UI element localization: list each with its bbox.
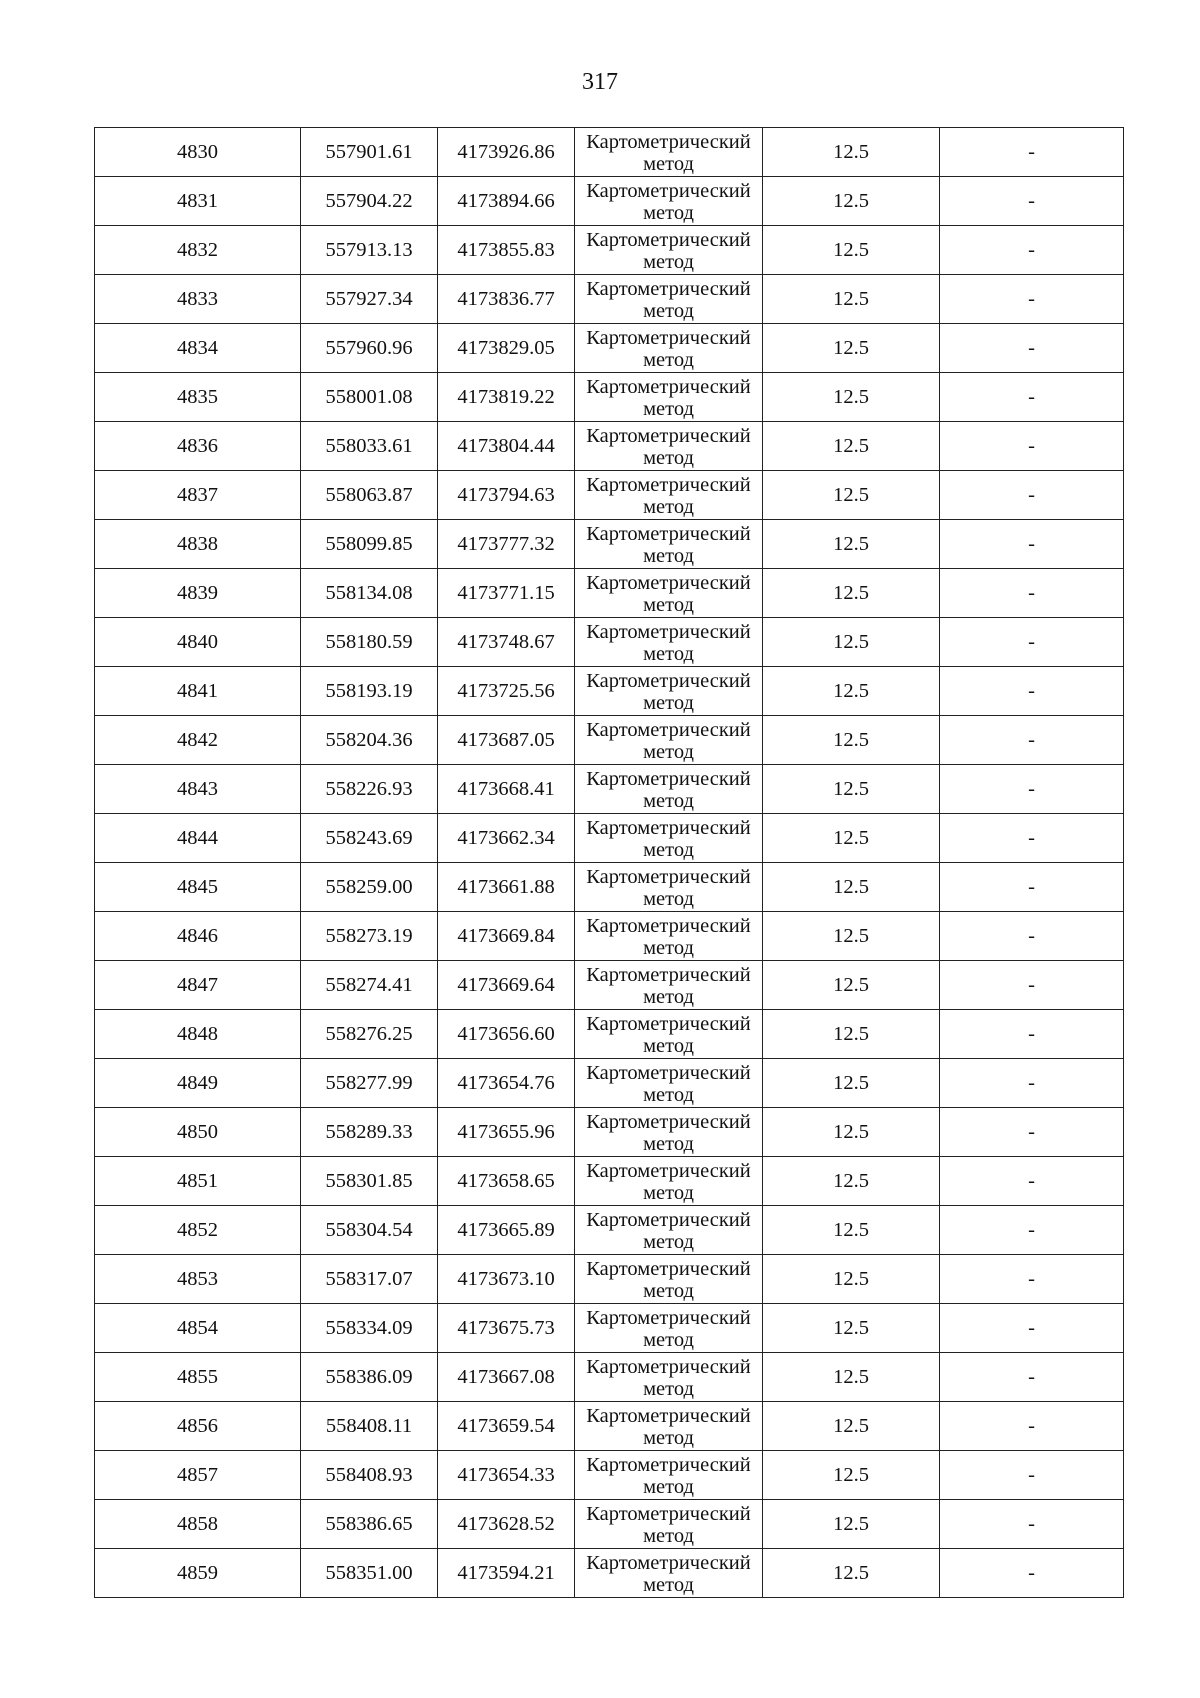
point-number-cell: 4832 — [95, 226, 301, 275]
method-label-line2: метод — [643, 1573, 694, 1596]
y-coordinate-cell: 4173654.76 — [438, 1059, 575, 1108]
table-row — [95, 765, 1124, 814]
method-cell — [575, 667, 763, 716]
note-cell: - — [940, 618, 1124, 667]
method-label-line1: Картометрический — [586, 424, 751, 447]
method-label-line2: метод — [643, 789, 694, 812]
x-coordinate-cell: 558099.85 — [301, 520, 438, 569]
table-row — [95, 863, 1124, 912]
point-number-cell: 4848 — [95, 1010, 301, 1059]
precision-cell: 12.5 — [763, 520, 940, 569]
x-coordinate-cell: 558408.11 — [301, 1402, 438, 1451]
y-coordinate-cell: 4173794.63 — [438, 471, 575, 520]
method-cell — [575, 422, 763, 471]
precision-cell: 12.5 — [763, 765, 940, 814]
table-row — [95, 471, 1124, 520]
method-label-line2: метод — [643, 1279, 694, 1302]
note-cell: - — [940, 961, 1124, 1010]
method-label-line1: Картометрический — [586, 1453, 751, 1476]
note-cell: - — [940, 1206, 1124, 1255]
note-cell: - — [940, 667, 1124, 716]
note-cell: - — [940, 1157, 1124, 1206]
point-number-cell: 4855 — [95, 1353, 301, 1402]
note-cell: - — [940, 765, 1124, 814]
x-coordinate-cell: 558273.19 — [301, 912, 438, 961]
method-cell — [575, 128, 763, 177]
y-coordinate-cell: 4173926.86 — [438, 128, 575, 177]
note-cell: - — [940, 1059, 1124, 1108]
point-number-cell: 4839 — [95, 569, 301, 618]
table-row — [95, 667, 1124, 716]
note-cell: - — [940, 1549, 1124, 1598]
table-row — [95, 961, 1124, 1010]
precision-cell: 12.5 — [763, 814, 940, 863]
method-label-line2: метод — [643, 446, 694, 469]
x-coordinate-cell: 558304.54 — [301, 1206, 438, 1255]
precision-cell: 12.5 — [763, 1451, 940, 1500]
y-coordinate-cell: 4173894.66 — [438, 177, 575, 226]
y-coordinate-cell: 4173628.52 — [438, 1500, 575, 1549]
table-row — [95, 128, 1124, 177]
table-row — [95, 1206, 1124, 1255]
note-cell: - — [940, 1010, 1124, 1059]
table-row — [95, 1059, 1124, 1108]
method-label-line1: Картометрический — [586, 620, 751, 643]
x-coordinate-cell: 558226.93 — [301, 765, 438, 814]
y-coordinate-cell: 4173656.60 — [438, 1010, 575, 1059]
y-coordinate-cell: 4173658.65 — [438, 1157, 575, 1206]
method-label-line1: Картометрический — [586, 179, 751, 202]
note-cell: - — [940, 814, 1124, 863]
method-label-line1: Картометрический — [586, 718, 751, 741]
precision-cell: 12.5 — [763, 128, 940, 177]
table-row — [95, 1010, 1124, 1059]
method-cell — [575, 1451, 763, 1500]
method-label-line2: метод — [643, 348, 694, 371]
y-coordinate-cell: 4173655.96 — [438, 1108, 575, 1157]
point-number-cell: 4844 — [95, 814, 301, 863]
x-coordinate-cell: 558204.36 — [301, 716, 438, 765]
table-row — [95, 618, 1124, 667]
y-coordinate-cell: 4173665.89 — [438, 1206, 575, 1255]
note-cell: - — [940, 1500, 1124, 1549]
method-label-line1: Картометрический — [586, 1404, 751, 1427]
precision-cell: 12.5 — [763, 961, 940, 1010]
method-label-line2: метод — [643, 740, 694, 763]
point-number-cell: 4843 — [95, 765, 301, 814]
method-label-line1: Картометрический — [586, 473, 751, 496]
point-number-cell: 4853 — [95, 1255, 301, 1304]
method-cell — [575, 1157, 763, 1206]
x-coordinate-cell: 558276.25 — [301, 1010, 438, 1059]
table-row — [95, 373, 1124, 422]
method-label-line2: метод — [643, 691, 694, 714]
table-row — [95, 1157, 1124, 1206]
x-coordinate-cell: 557913.13 — [301, 226, 438, 275]
point-number-cell: 4849 — [95, 1059, 301, 1108]
method-label-line2: метод — [643, 201, 694, 224]
precision-cell: 12.5 — [763, 716, 940, 765]
method-label-line1: Картометрический — [586, 1355, 751, 1378]
precision-cell: 12.5 — [763, 324, 940, 373]
method-label-line1: Картометрический — [586, 326, 751, 349]
note-cell: - — [940, 1304, 1124, 1353]
method-label-line1: Картометрический — [586, 1306, 751, 1329]
table-row — [95, 520, 1124, 569]
point-number-cell: 4836 — [95, 422, 301, 471]
y-coordinate-cell: 4173771.15 — [438, 569, 575, 618]
precision-cell: 12.5 — [763, 1157, 940, 1206]
method-label-line2: метод — [643, 936, 694, 959]
point-number-cell: 4847 — [95, 961, 301, 1010]
note-cell: - — [940, 373, 1124, 422]
table-row — [95, 324, 1124, 373]
precision-cell: 12.5 — [763, 1255, 940, 1304]
precision-cell: 12.5 — [763, 1500, 940, 1549]
method-label-line2: метод — [643, 250, 694, 273]
method-label-line2: метод — [643, 593, 694, 616]
method-cell — [575, 275, 763, 324]
method-cell — [575, 1500, 763, 1549]
method-label-line1: Картометрический — [586, 1061, 751, 1084]
method-label-line2: метод — [643, 152, 694, 175]
x-coordinate-cell: 558001.08 — [301, 373, 438, 422]
note-cell: - — [940, 1108, 1124, 1157]
x-coordinate-cell: 558063.87 — [301, 471, 438, 520]
method-cell — [575, 1206, 763, 1255]
x-coordinate-cell: 557904.22 — [301, 177, 438, 226]
precision-cell: 12.5 — [763, 226, 940, 275]
point-number-cell: 4842 — [95, 716, 301, 765]
point-number-cell: 4845 — [95, 863, 301, 912]
method-cell — [575, 814, 763, 863]
method-label-line2: метод — [643, 1328, 694, 1351]
table-row — [95, 814, 1124, 863]
precision-cell: 12.5 — [763, 422, 940, 471]
precision-cell: 12.5 — [763, 373, 940, 422]
y-coordinate-cell: 4173804.44 — [438, 422, 575, 471]
table-row — [95, 1500, 1124, 1549]
note-cell: - — [940, 275, 1124, 324]
y-coordinate-cell: 4173667.08 — [438, 1353, 575, 1402]
method-label-line2: метод — [643, 1132, 694, 1155]
method-cell — [575, 716, 763, 765]
method-label-line2: метод — [643, 642, 694, 665]
method-cell — [575, 324, 763, 373]
y-coordinate-cell: 4173675.73 — [438, 1304, 575, 1353]
y-coordinate-cell: 4173777.32 — [438, 520, 575, 569]
y-coordinate-cell: 4173673.10 — [438, 1255, 575, 1304]
method-label-line1: Картометрический — [586, 571, 751, 594]
page-number: 317 — [582, 69, 618, 95]
method-label-line2: метод — [643, 1181, 694, 1204]
table-row — [95, 1304, 1124, 1353]
precision-cell: 12.5 — [763, 1549, 940, 1598]
x-coordinate-cell: 557901.61 — [301, 128, 438, 177]
note-cell: - — [940, 569, 1124, 618]
method-label-line2: метод — [643, 1034, 694, 1057]
method-label-line1: Картометрический — [586, 914, 751, 937]
x-coordinate-cell: 558180.59 — [301, 618, 438, 667]
method-label-line1: Картометрический — [586, 1159, 751, 1182]
method-label-line1: Картометрический — [586, 1502, 751, 1525]
precision-cell: 12.5 — [763, 1059, 940, 1108]
y-coordinate-cell: 4173855.83 — [438, 226, 575, 275]
coordinates-table-body — [95, 128, 1124, 1598]
method-label-line2: метод — [643, 887, 694, 910]
note-cell: - — [940, 520, 1124, 569]
precision-cell: 12.5 — [763, 1206, 940, 1255]
precision-cell: 12.5 — [763, 1010, 940, 1059]
y-coordinate-cell: 4173829.05 — [438, 324, 575, 373]
x-coordinate-cell: 558351.00 — [301, 1549, 438, 1598]
method-cell — [575, 863, 763, 912]
method-cell — [575, 471, 763, 520]
method-cell — [575, 1108, 763, 1157]
note-cell: - — [940, 716, 1124, 765]
method-cell — [575, 1304, 763, 1353]
method-label-line2: метод — [643, 985, 694, 1008]
method-cell — [575, 961, 763, 1010]
table-row — [95, 1353, 1124, 1402]
method-label-line2: метод — [643, 1230, 694, 1253]
point-number-cell: 4838 — [95, 520, 301, 569]
method-cell — [575, 373, 763, 422]
note-cell: - — [940, 863, 1124, 912]
method-label-line2: метод — [643, 397, 694, 420]
precision-cell: 12.5 — [763, 1353, 940, 1402]
precision-cell: 12.5 — [763, 569, 940, 618]
y-coordinate-cell: 4173659.54 — [438, 1402, 575, 1451]
method-label-line1: Картометрический — [586, 865, 751, 888]
method-label-line1: Картометрический — [586, 1012, 751, 1035]
method-label-line2: метод — [643, 495, 694, 518]
precision-cell: 12.5 — [763, 275, 940, 324]
precision-cell: 12.5 — [763, 863, 940, 912]
method-label-line1: Картометрический — [586, 767, 751, 790]
method-cell — [575, 1353, 763, 1402]
method-label-line1: Картометрический — [586, 816, 751, 839]
table-row — [95, 1402, 1124, 1451]
method-cell — [575, 226, 763, 275]
x-coordinate-cell: 558317.07 — [301, 1255, 438, 1304]
method-cell — [575, 618, 763, 667]
note-cell: - — [940, 1353, 1124, 1402]
method-label-line2: метод — [643, 1524, 694, 1547]
y-coordinate-cell: 4173662.34 — [438, 814, 575, 863]
point-number-cell: 4833 — [95, 275, 301, 324]
point-number-cell: 4857 — [95, 1451, 301, 1500]
method-cell — [575, 1549, 763, 1598]
method-cell — [575, 1255, 763, 1304]
table-row — [95, 275, 1124, 324]
method-cell — [575, 765, 763, 814]
note-cell: - — [940, 1255, 1124, 1304]
method-label-line2: метод — [643, 1475, 694, 1498]
y-coordinate-cell: 4173836.77 — [438, 275, 575, 324]
point-number-cell: 4852 — [95, 1206, 301, 1255]
method-label-line1: Картометрический — [586, 130, 751, 153]
method-label-line1: Картометрический — [586, 963, 751, 986]
y-coordinate-cell: 4173654.33 — [438, 1451, 575, 1500]
point-number-cell: 4834 — [95, 324, 301, 373]
x-coordinate-cell: 558033.61 — [301, 422, 438, 471]
precision-cell: 12.5 — [763, 177, 940, 226]
method-cell — [575, 1010, 763, 1059]
y-coordinate-cell: 4173668.41 — [438, 765, 575, 814]
table-row — [95, 716, 1124, 765]
y-coordinate-cell: 4173687.05 — [438, 716, 575, 765]
point-number-cell: 4840 — [95, 618, 301, 667]
method-label-line1: Картометрический — [586, 1208, 751, 1231]
table-row — [95, 1108, 1124, 1157]
x-coordinate-cell: 557927.34 — [301, 275, 438, 324]
method-cell — [575, 1059, 763, 1108]
method-cell — [575, 912, 763, 961]
point-number-cell: 4830 — [95, 128, 301, 177]
precision-cell: 12.5 — [763, 1402, 940, 1451]
y-coordinate-cell: 4173819.22 — [438, 373, 575, 422]
table-row — [95, 177, 1124, 226]
method-label-line1: Картометрический — [586, 1257, 751, 1280]
x-coordinate-cell: 558301.85 — [301, 1157, 438, 1206]
point-number-cell: 4856 — [95, 1402, 301, 1451]
x-coordinate-cell: 558334.09 — [301, 1304, 438, 1353]
y-coordinate-cell: 4173748.67 — [438, 618, 575, 667]
method-label-line2: метод — [643, 544, 694, 567]
y-coordinate-cell: 4173661.88 — [438, 863, 575, 912]
y-coordinate-cell: 4173669.64 — [438, 961, 575, 1010]
x-coordinate-cell: 558289.33 — [301, 1108, 438, 1157]
method-cell — [575, 569, 763, 618]
method-label-line2: метод — [643, 1426, 694, 1449]
x-coordinate-cell: 558243.69 — [301, 814, 438, 863]
note-cell: - — [940, 1402, 1124, 1451]
x-coordinate-cell: 557960.96 — [301, 324, 438, 373]
method-label-line1: Картометрический — [586, 669, 751, 692]
table-row — [95, 226, 1124, 275]
precision-cell: 12.5 — [763, 1304, 940, 1353]
method-label-line1: Картометрический — [586, 228, 751, 251]
x-coordinate-cell: 558193.19 — [301, 667, 438, 716]
method-label-line1: Картометрический — [586, 277, 751, 300]
note-cell: - — [940, 422, 1124, 471]
note-cell: - — [940, 177, 1124, 226]
point-number-cell: 4851 — [95, 1157, 301, 1206]
point-number-cell: 4835 — [95, 373, 301, 422]
method-label-line2: метод — [643, 838, 694, 861]
table-row — [95, 569, 1124, 618]
table-row — [95, 422, 1124, 471]
method-label-line2: метод — [643, 1377, 694, 1400]
point-number-cell: 4841 — [95, 667, 301, 716]
coordinates-table — [94, 127, 1124, 1598]
method-label-line1: Картометрический — [586, 1551, 751, 1574]
table-row — [95, 1549, 1124, 1598]
precision-cell: 12.5 — [763, 667, 940, 716]
y-coordinate-cell: 4173725.56 — [438, 667, 575, 716]
method-cell — [575, 1402, 763, 1451]
method-label-line1: Картометрический — [586, 522, 751, 545]
point-number-cell: 4858 — [95, 1500, 301, 1549]
x-coordinate-cell: 558386.09 — [301, 1353, 438, 1402]
precision-cell: 12.5 — [763, 471, 940, 520]
method-label-line2: метод — [643, 299, 694, 322]
note-cell: - — [940, 1451, 1124, 1500]
precision-cell: 12.5 — [763, 1108, 940, 1157]
x-coordinate-cell: 558386.65 — [301, 1500, 438, 1549]
note-cell: - — [940, 471, 1124, 520]
x-coordinate-cell: 558274.41 — [301, 961, 438, 1010]
x-coordinate-cell: 558134.08 — [301, 569, 438, 618]
point-number-cell: 4831 — [95, 177, 301, 226]
point-number-cell: 4837 — [95, 471, 301, 520]
y-coordinate-cell: 4173669.84 — [438, 912, 575, 961]
point-number-cell: 4854 — [95, 1304, 301, 1353]
method-cell — [575, 520, 763, 569]
method-label-line1: Картометрический — [586, 375, 751, 398]
x-coordinate-cell: 558277.99 — [301, 1059, 438, 1108]
method-label-line1: Картометрический — [586, 1110, 751, 1133]
table-row — [95, 1255, 1124, 1304]
note-cell: - — [940, 226, 1124, 275]
method-label-line2: метод — [643, 1083, 694, 1106]
method-cell — [575, 177, 763, 226]
precision-cell: 12.5 — [763, 618, 940, 667]
point-number-cell: 4859 — [95, 1549, 301, 1598]
point-number-cell: 4846 — [95, 912, 301, 961]
table-row — [95, 912, 1124, 961]
table-row — [95, 1451, 1124, 1500]
note-cell: - — [940, 324, 1124, 373]
y-coordinate-cell: 4173594.21 — [438, 1549, 575, 1598]
precision-cell: 12.5 — [763, 912, 940, 961]
point-number-cell: 4850 — [95, 1108, 301, 1157]
note-cell: - — [940, 912, 1124, 961]
x-coordinate-cell: 558259.00 — [301, 863, 438, 912]
x-coordinate-cell: 558408.93 — [301, 1451, 438, 1500]
note-cell: - — [940, 128, 1124, 177]
